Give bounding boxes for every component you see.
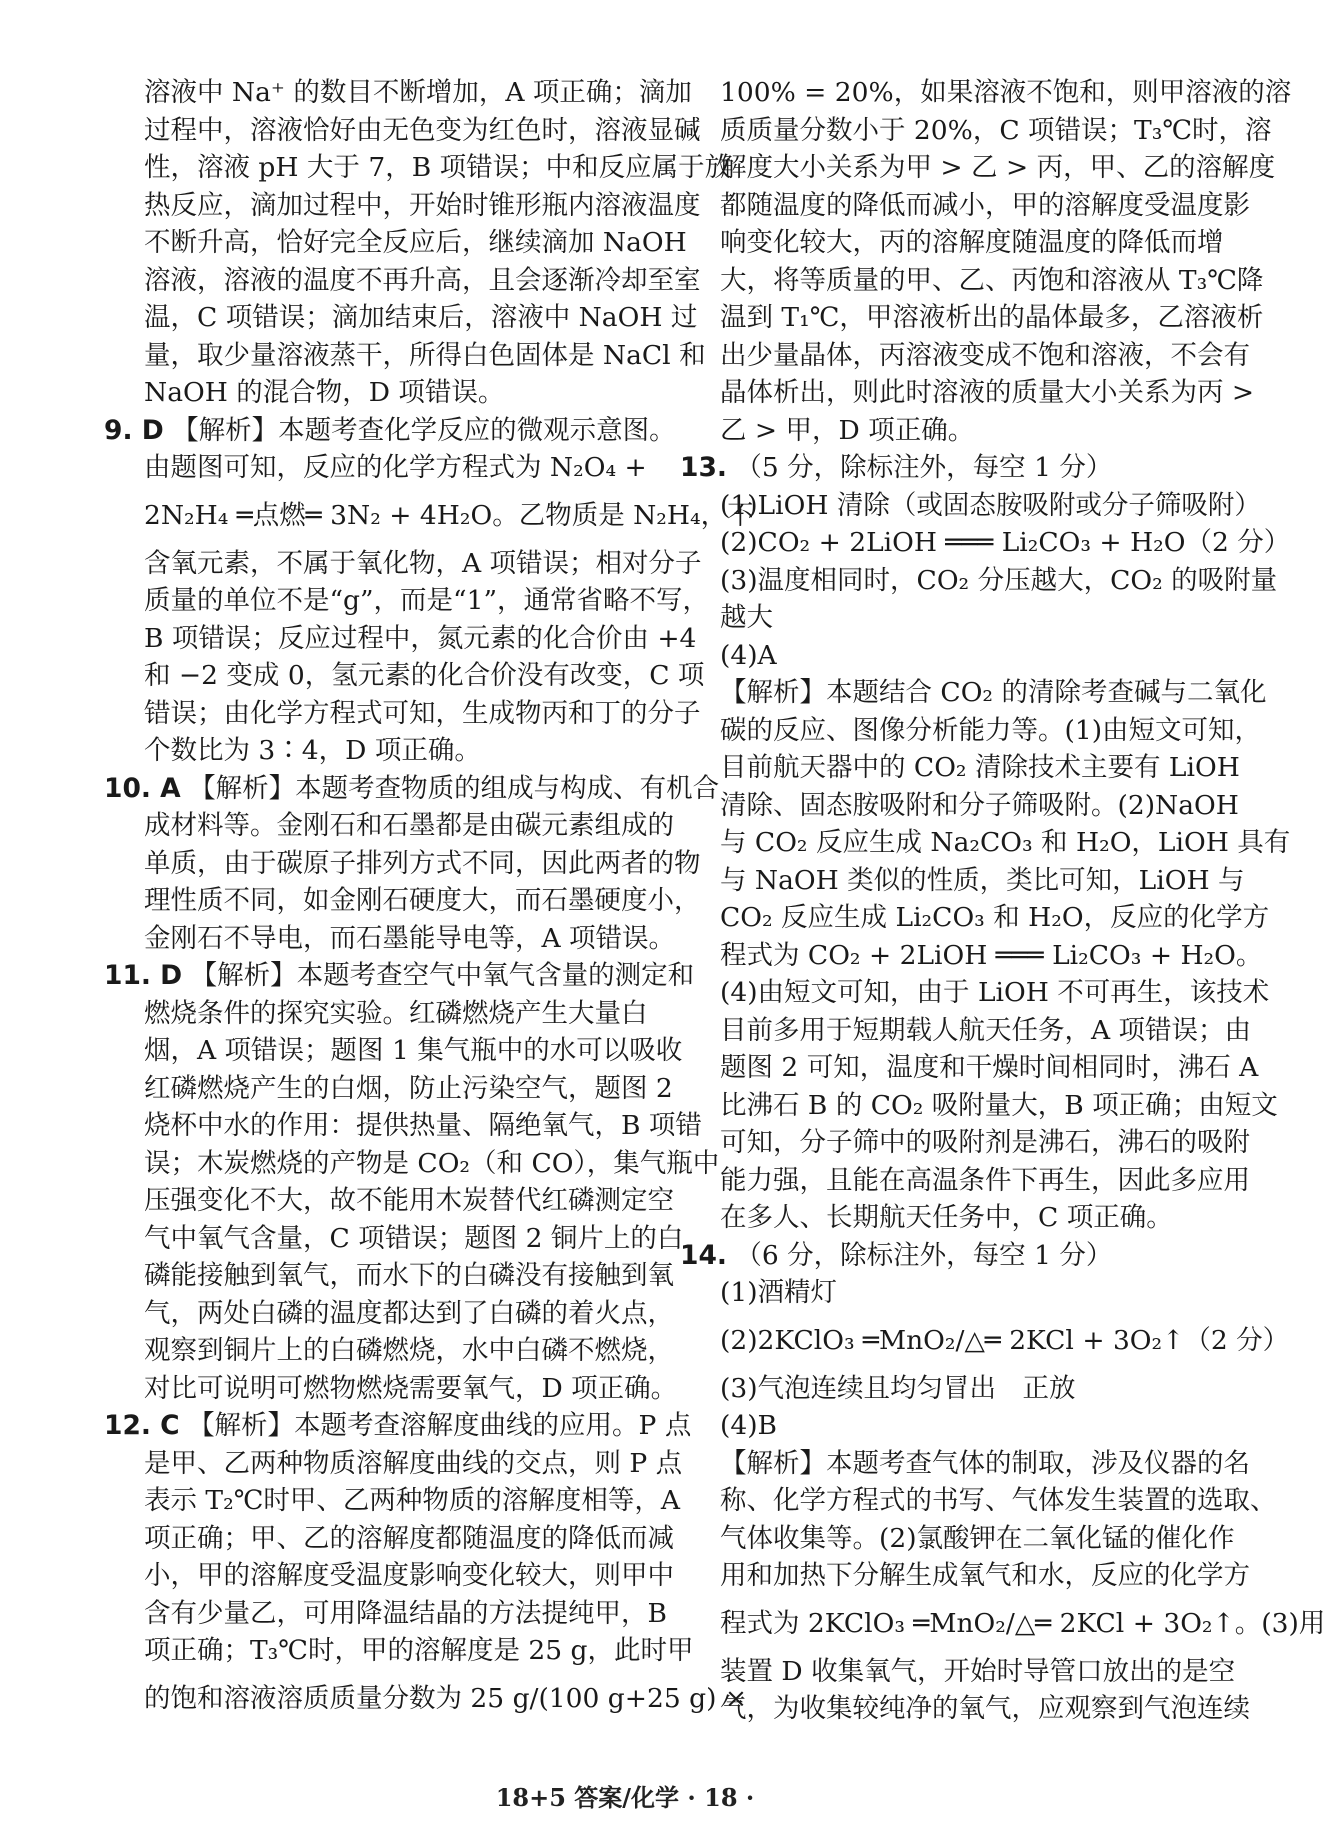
line-text: 不断升高，恰好完全反应后，继续滴加 NaOH	[144, 227, 687, 258]
line-text: 【解析】本题考查空气中氧气含量的测定和	[190, 960, 695, 991]
line-text: 质量的单位不是“g”，而是“1”，通常省略不写，	[144, 585, 710, 616]
right-column	[680, 74, 1325, 1728]
text-line	[104, 1332, 674, 1370]
line-text: 2N₂H₄ ═点燃═ 3N₂ + 4H₂O。乙物质是 N₂H₄，不	[144, 499, 754, 531]
line-text: 碳的反应、图像分析能力等。(1)由短文可知，	[720, 714, 1262, 746]
line-text: 金刚石不导电，而石墨能导电等，A 项错误。	[144, 922, 676, 954]
line-text: 小，甲的溶解度受温度影响变化较大，则甲中	[144, 1560, 674, 1591]
text-line	[104, 1182, 674, 1220]
line-text: 项正确；T₃℃时，甲的溶解度是 25 g，此时甲	[144, 1635, 694, 1666]
text-line	[104, 770, 720, 808]
line-text: (2)CO₂ + 2LiOH ═══ Li₂CO₃ + H₂O（2 分）	[720, 527, 1291, 558]
line-text: 压强变化不大，故不能用木炭替代红磷测定空	[144, 1185, 674, 1216]
line-text: 质质量分数小于 20%，C 项错误；T₃℃时，溶	[720, 114, 1272, 146]
text-line	[680, 862, 1245, 900]
text-line	[104, 732, 654, 770]
text-line	[104, 1632, 694, 1670]
text-line	[680, 1690, 1250, 1728]
text-line	[104, 1670, 748, 1728]
text-line	[104, 582, 710, 620]
text-line	[104, 487, 754, 545]
line-text: 乙 > 甲，D 项正确。	[720, 414, 975, 446]
text-line	[680, 637, 1200, 675]
text-line	[104, 1220, 684, 1258]
line-text: 误；木炭燃烧的产物是 CO₂（和 CO），集气瓶中	[144, 1147, 720, 1179]
line-text: 烟，A 项错误；题图 1 集气瓶中的水可以吸收	[144, 1035, 683, 1066]
text-line	[680, 1012, 1252, 1050]
text-line	[104, 74, 692, 112]
question-number: 11. D	[104, 960, 183, 991]
line-text: 越大	[720, 602, 773, 633]
line-text: 烧杯中水的作用：提供热量、隔绝氧气，B 项错	[144, 1110, 702, 1141]
line-text: 都随温度的降低而减小，甲的溶解度受温度影	[720, 189, 1250, 221]
line-text: 气，为收集较纯净的氧气，应观察到气泡连续	[720, 1693, 1250, 1724]
text-line	[680, 1653, 1236, 1691]
text-line	[680, 1557, 1250, 1595]
text-line	[680, 1087, 1278, 1125]
text-line	[104, 187, 701, 225]
line-text: 温，C 项错误；滴加结束后，溶液中 NaOH 过	[144, 302, 698, 333]
line-text: 装置 D 收集氧气，开始时导管口放出的是空	[720, 1655, 1236, 1687]
line-text: 溶液，溶液的温度不再升高，且会逐渐冷却至室	[144, 264, 701, 296]
text-line	[104, 1445, 683, 1483]
text-line	[680, 1595, 1325, 1653]
text-line	[680, 562, 1278, 600]
line-text: (1)酒精灯	[720, 1277, 838, 1308]
text-line	[680, 374, 1255, 412]
text-line	[680, 487, 1261, 525]
line-text: 清除、固态胺吸附和分子筛吸附。(2)NaOH	[720, 789, 1239, 821]
text-line	[680, 1520, 1235, 1558]
text-line	[680, 749, 1240, 787]
line-text: 可知，分子筛中的吸附剂是沸石，沸石的吸附	[720, 1127, 1250, 1158]
line-text: 能力强，且能在高温条件下再生，因此多应用	[720, 1164, 1250, 1196]
line-text: 【解析】本题结合 CO₂ 的清除考查碱与二氧化	[720, 677, 1267, 708]
text-line	[104, 262, 701, 300]
line-text: 和 −2 变成 0，氢元素的化合价没有改变，C 项	[144, 660, 705, 691]
text-line	[104, 1482, 681, 1520]
line-text: 的饱和溶液溶质质量分数为 25 g/(100 g+25 g) ×	[144, 1682, 748, 1714]
text-line	[680, 937, 1263, 975]
text-line	[104, 882, 701, 920]
line-text: 100% = 20%，如果溶液不饱和，则甲溶液的溶	[720, 77, 1292, 108]
text-line	[680, 112, 1272, 150]
line-text: 称、化学方程式的书写、气体发生装置的选取、	[720, 1485, 1277, 1516]
text-line	[104, 1595, 667, 1633]
text-line	[104, 620, 697, 658]
text-line	[104, 845, 701, 883]
text-line	[680, 412, 1200, 450]
text-line	[680, 899, 1270, 937]
question-number: 12. C	[104, 1410, 180, 1441]
text-line	[104, 545, 702, 583]
text-line	[104, 412, 676, 450]
line-text: 【解析】本题考查化学反应的微观示意图。	[172, 414, 676, 446]
text-line	[680, 787, 1239, 825]
line-text: 用和加热下分解生成氧气和水，反应的化学方	[720, 1560, 1250, 1591]
line-text: (3)气泡连续且均匀冒出 正放	[720, 1372, 1076, 1404]
line-text: 性，溶液 pH 大于 7，B 项错误；中和反应属于放	[144, 152, 732, 183]
line-text: 【解析】本题考查溶解度曲线的应用。P 点	[188, 1410, 692, 1441]
text-line	[104, 920, 676, 958]
line-text: 解度大小关系为甲 > 乙 > 丙，甲、乙的溶解度	[720, 152, 1276, 183]
text-line	[104, 1520, 674, 1558]
text-line	[104, 1032, 683, 1070]
line-text: 对比可说明可燃物燃烧需要氧气，D 项正确。	[144, 1372, 678, 1404]
line-text: NaOH 的混合物，D 项错误。	[144, 377, 505, 408]
question-number: 13.	[680, 452, 727, 483]
text-line	[680, 599, 1200, 637]
line-text: 由题图可知，反应的化学方程式为 N₂O₄ +	[144, 452, 647, 483]
text-line	[680, 1407, 1200, 1445]
line-text: 气体收集等。(2)氯酸钾在二氧化锰的催化作	[720, 1522, 1235, 1554]
line-text: 燃烧条件的探究实验。红磷燃烧产生大量白	[144, 997, 648, 1029]
line-text: 程式为 2KClO₃ ═MnO₂/△═ 2KCl + 3O₂↑。(3)用	[720, 1607, 1325, 1639]
text-line	[104, 112, 701, 150]
line-text: (4)A	[720, 639, 777, 671]
text-line	[680, 1049, 1259, 1087]
text-line	[680, 1274, 1200, 1312]
text-line	[680, 149, 1276, 187]
line-text: (3)温度相同时，CO₂ 分压越大，CO₂ 的吸附量	[720, 564, 1278, 596]
text-line	[104, 224, 687, 262]
question-number: 9. D	[104, 414, 164, 446]
line-text: 项正确；甲、乙的溶解度都随温度的降低而减	[144, 1522, 674, 1554]
line-text: 目前多用于短期载人航天任务，A 项错误；由	[720, 1014, 1252, 1046]
text-line	[680, 1482, 1277, 1520]
line-text: 热反应，滴加过程中，开始时锥形瓶内溶液温度	[144, 189, 701, 221]
line-text: 量，取少量溶液蒸干，所得白色固体是 NaCl 和	[144, 339, 706, 371]
text-line	[104, 337, 706, 375]
text-line	[104, 807, 674, 845]
text-line	[680, 74, 1292, 112]
text-line	[680, 974, 1270, 1012]
text-line	[680, 1237, 1200, 1275]
line-text: （5 分，除标注外，每空 1 分）	[735, 452, 1113, 483]
line-text: (2)2KClO₃ ═MnO₂/△═ 2KCl + 3O₂↑（2 分）	[720, 1324, 1290, 1356]
line-text: 气，两处白磷的温度都达到了白磷的着火点，	[144, 1297, 674, 1329]
text-line	[104, 299, 698, 337]
text-line	[104, 957, 695, 995]
line-text: 错误；由化学方程式可知，生成物丙和丁的分子	[144, 697, 701, 729]
text-line	[680, 524, 1291, 562]
line-text: 程式为 CO₂ + 2LiOH ═══ Li₂CO₃ + H₂O。	[720, 939, 1263, 971]
text-line	[104, 1145, 720, 1183]
line-text: 观察到铜片上的白磷燃烧，水中白磷不燃烧，	[144, 1335, 674, 1366]
line-text: 表示 T₂℃时甲、乙两种物质的溶解度相等，A	[144, 1485, 681, 1516]
text-line	[680, 449, 1200, 487]
line-text: 在多人、长期航天任务中，C 项正确。	[720, 1202, 1173, 1233]
line-text: 与 CO₂ 反应生成 Na₂CO₃ 和 H₂O，LiOH 具有	[720, 827, 1291, 858]
line-text: 大，将等质量的甲、乙、丙饱和溶液从 T₃℃降	[720, 264, 1264, 296]
text-line	[104, 1407, 692, 1445]
text-line	[680, 712, 1262, 750]
line-text: 温到 T₁℃，甲溶液析出的晶体最多，乙溶液析	[720, 302, 1264, 333]
text-line	[680, 187, 1250, 225]
line-text: 是甲、乙两种物质溶解度曲线的交点，则 P 点	[144, 1447, 683, 1479]
text-line	[104, 449, 654, 487]
text-line	[680, 1124, 1250, 1162]
text-line	[680, 337, 1250, 375]
text-line	[680, 262, 1264, 300]
text-line	[104, 657, 705, 695]
line-text: 含氧元素，不属于氧化物，A 项错误；相对分子	[144, 547, 702, 579]
line-text: 单质，由于碳原子排列方式不同，因此两者的物	[144, 847, 701, 879]
line-text: 【解析】本题考查物质的组成与构成、有机合	[189, 772, 720, 804]
text-line	[680, 674, 1267, 712]
line-text: 溶液中 Na⁺ 的数目不断增加，A 项正确；滴加	[144, 77, 692, 108]
text-line	[104, 1070, 673, 1108]
text-line	[104, 995, 654, 1033]
question-number: 14.	[680, 1239, 727, 1271]
line-text: 含有少量乙，可用降温结晶的方法提纯甲，B	[144, 1597, 667, 1629]
line-text: 晶体析出，则此时溶液的质量大小关系为丙 >	[720, 377, 1255, 408]
text-line	[680, 824, 1291, 862]
line-text: 理性质不同，如金刚石硬度大，而石墨硬度小，	[144, 885, 701, 916]
line-text: 响变化较大，丙的溶解度随温度的降低而增	[720, 227, 1224, 258]
text-line	[680, 1370, 1200, 1408]
page-footer: 18+5 答案/化学 · 18 ·	[495, 1783, 755, 1812]
text-line	[104, 1295, 674, 1333]
line-text: 气中氧气含量，C 项错误；题图 2 铜片上的白	[144, 1222, 684, 1254]
line-text: (1)LiOH 清除（或固态胺吸附或分子筛吸附）	[720, 489, 1261, 521]
text-line	[680, 1445, 1250, 1483]
line-text: 与 NaOH 类似的性质，类比可知，LiOH 与	[720, 864, 1245, 896]
text-line	[104, 149, 732, 187]
line-text: 出少量晶体，丙溶液变成不饱和溶液，不会有	[720, 339, 1250, 371]
line-text: 成材料等。金刚石和石墨都是由碳元素组成的	[144, 810, 674, 841]
line-text: 过程中，溶液恰好由无色变为红色时，溶液显碱	[144, 114, 701, 146]
line-text: （6 分，除标注外，每空 1 分）	[735, 1239, 1113, 1271]
question-number: 10. A	[104, 772, 181, 804]
line-text: 红磷燃烧产生的白烟，防止污染空气，题图 2	[144, 1072, 673, 1104]
text-line	[680, 224, 1224, 262]
line-text: 个数比为 3∶4，D 项正确。	[144, 735, 481, 766]
text-line	[104, 1557, 674, 1595]
text-line	[104, 1107, 702, 1145]
text-line	[680, 299, 1264, 337]
text-line	[680, 1199, 1200, 1237]
line-text: 目前航天器中的 CO₂ 清除技术主要有 LiOH	[720, 752, 1240, 783]
line-text: 比沸石 B 的 CO₂ 吸附量大，B 项正确；由短文	[720, 1089, 1278, 1121]
text-line	[104, 374, 654, 412]
line-text: 磷能接触到氧气，而水下的白磷没有接触到氧	[144, 1260, 674, 1291]
text-line	[104, 1370, 678, 1408]
line-text: CO₂ 反应生成 Li₂CO₃ 和 H₂O，反应的化学方	[720, 902, 1270, 933]
line-text: (4)B	[720, 1410, 778, 1441]
text-line	[680, 1162, 1250, 1200]
line-text: (4)由短文可知，由于 LiOH 不可再生，该技术	[720, 977, 1270, 1008]
text-line	[104, 695, 701, 733]
line-text: 【解析】本题考查气体的制取，涉及仪器的名	[720, 1447, 1250, 1479]
line-text: 题图 2 可知，温度和干燥时间相同时，沸石 A	[720, 1052, 1259, 1083]
text-line	[104, 1257, 674, 1295]
line-text: B 项错误；反应过程中，氮元素的化合价由 +4	[144, 622, 697, 654]
text-line	[680, 1312, 1290, 1370]
